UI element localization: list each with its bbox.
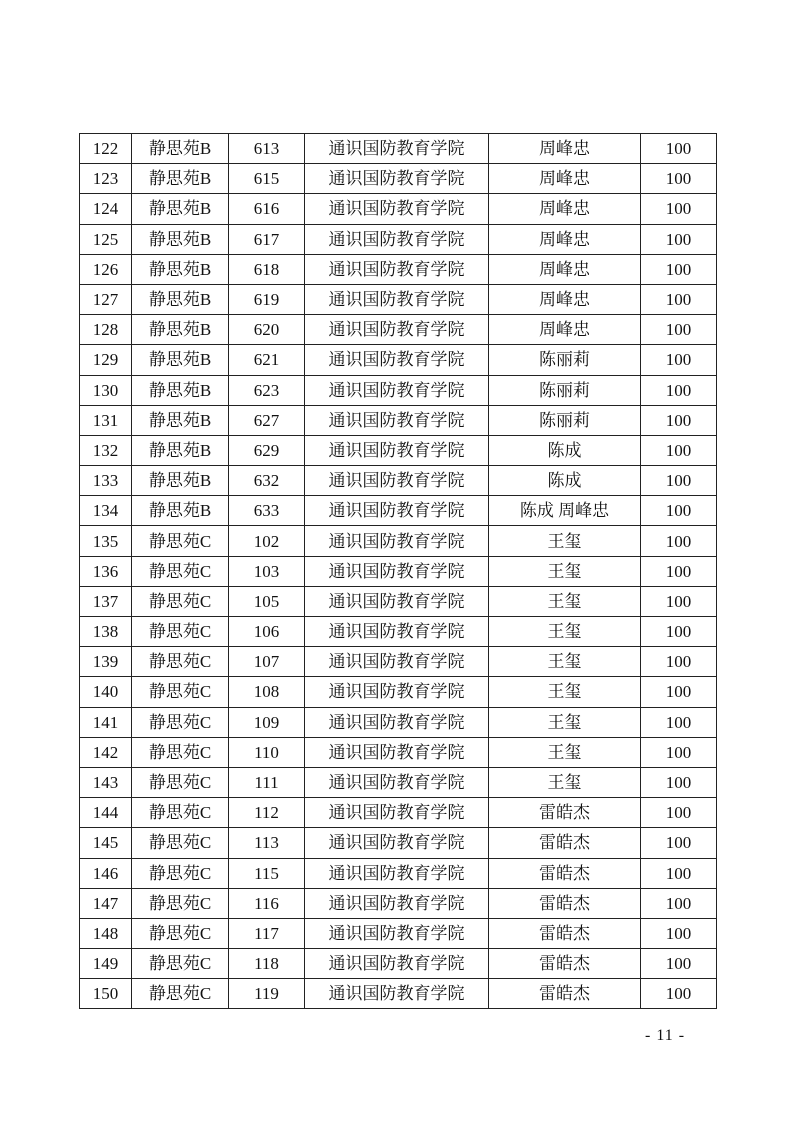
score-cell: 100 — [641, 888, 717, 918]
room-number-cell: 112 — [229, 798, 305, 828]
row-number-cell: 134 — [80, 496, 132, 526]
score-cell: 100 — [641, 707, 717, 737]
room-number-cell: 107 — [229, 647, 305, 677]
table-row — [80, 526, 717, 556]
score-cell: 100 — [641, 737, 717, 767]
staff-name-cell: 雷皓杰 — [489, 888, 641, 918]
score-cell: 100 — [641, 375, 717, 405]
building-cell: 静思苑B — [132, 315, 229, 345]
staff-name-cell: 陈成 周峰忠 — [489, 496, 641, 526]
score-cell: 100 — [641, 345, 717, 375]
staff-name-cell: 周峰忠 — [489, 254, 641, 284]
college-cell: 通识国防教育学院 — [305, 345, 489, 375]
building-cell: 静思苑C — [132, 828, 229, 858]
building-cell: 静思苑C — [132, 918, 229, 948]
room-number-cell: 105 — [229, 586, 305, 616]
building-cell: 静思苑C — [132, 767, 229, 797]
score-cell: 100 — [641, 858, 717, 888]
table-row — [80, 979, 717, 1009]
score-cell: 100 — [641, 798, 717, 828]
room-number-cell: 621 — [229, 345, 305, 375]
college-cell: 通识国防教育学院 — [305, 284, 489, 314]
staff-name-cell: 王玺 — [489, 586, 641, 616]
staff-name-cell: 雷皓杰 — [489, 949, 641, 979]
staff-name-cell: 陈丽莉 — [489, 345, 641, 375]
row-number-cell: 130 — [80, 375, 132, 405]
dormitory-inspection-table — [79, 133, 717, 1009]
staff-name-cell: 陈成 — [489, 435, 641, 465]
building-cell: 静思苑B — [132, 466, 229, 496]
building-cell: 静思苑B — [132, 375, 229, 405]
room-number-cell: 116 — [229, 888, 305, 918]
college-cell: 通识国防教育学院 — [305, 405, 489, 435]
room-number-cell: 615 — [229, 164, 305, 194]
room-number-cell: 110 — [229, 737, 305, 767]
score-cell: 100 — [641, 586, 717, 616]
score-cell: 100 — [641, 647, 717, 677]
building-cell: 静思苑C — [132, 858, 229, 888]
room-number-cell: 613 — [229, 134, 305, 164]
table-row — [80, 134, 717, 164]
staff-name-cell: 雷皓杰 — [489, 798, 641, 828]
college-cell: 通识国防教育学院 — [305, 737, 489, 767]
row-number-cell: 128 — [80, 315, 132, 345]
college-cell: 通识国防教育学院 — [305, 707, 489, 737]
staff-name-cell: 王玺 — [489, 677, 641, 707]
building-cell: 静思苑B — [132, 284, 229, 314]
room-number-cell: 115 — [229, 858, 305, 888]
building-cell: 静思苑C — [132, 647, 229, 677]
room-number-cell: 616 — [229, 194, 305, 224]
room-number-cell: 633 — [229, 496, 305, 526]
row-number-cell: 129 — [80, 345, 132, 375]
building-cell: 静思苑B — [132, 134, 229, 164]
row-number-cell: 126 — [80, 254, 132, 284]
college-cell: 通识国防教育学院 — [305, 918, 489, 948]
row-number-cell: 143 — [80, 767, 132, 797]
score-cell: 100 — [641, 767, 717, 797]
staff-name-cell: 陈丽莉 — [489, 405, 641, 435]
table-row — [80, 466, 717, 496]
room-number-cell: 629 — [229, 435, 305, 465]
room-number-cell: 119 — [229, 979, 305, 1009]
staff-name-cell: 王玺 — [489, 526, 641, 556]
score-cell: 100 — [641, 466, 717, 496]
row-number-cell: 141 — [80, 707, 132, 737]
table-row — [80, 767, 717, 797]
room-number-cell: 117 — [229, 918, 305, 948]
row-number-cell: 132 — [80, 435, 132, 465]
staff-name-cell: 周峰忠 — [489, 315, 641, 345]
room-number-cell: 111 — [229, 767, 305, 797]
staff-name-cell: 周峰忠 — [489, 134, 641, 164]
staff-name-cell: 雷皓杰 — [489, 828, 641, 858]
score-cell: 100 — [641, 134, 717, 164]
row-number-cell: 138 — [80, 617, 132, 647]
staff-name-cell: 雷皓杰 — [489, 918, 641, 948]
building-cell: 静思苑C — [132, 586, 229, 616]
staff-name-cell: 周峰忠 — [489, 194, 641, 224]
building-cell: 静思苑B — [132, 496, 229, 526]
staff-name-cell: 周峰忠 — [489, 164, 641, 194]
table-row — [80, 918, 717, 948]
row-number-cell: 122 — [80, 134, 132, 164]
room-number-cell: 623 — [229, 375, 305, 405]
room-number-cell: 113 — [229, 828, 305, 858]
staff-name-cell: 周峰忠 — [489, 284, 641, 314]
row-number-cell: 133 — [80, 466, 132, 496]
college-cell: 通识国防教育学院 — [305, 556, 489, 586]
staff-name-cell: 陈成 — [489, 466, 641, 496]
table-row — [80, 586, 717, 616]
college-cell: 通识国防教育学院 — [305, 164, 489, 194]
staff-name-cell: 王玺 — [489, 707, 641, 737]
table-row — [80, 737, 717, 767]
room-number-cell: 103 — [229, 556, 305, 586]
college-cell: 通识国防教育学院 — [305, 828, 489, 858]
college-cell: 通识国防教育学院 — [305, 254, 489, 284]
building-cell: 静思苑C — [132, 556, 229, 586]
row-number-cell: 148 — [80, 918, 132, 948]
score-cell: 100 — [641, 526, 717, 556]
college-cell: 通识国防教育学院 — [305, 677, 489, 707]
row-number-cell: 137 — [80, 586, 132, 616]
staff-name-cell: 雷皓杰 — [489, 979, 641, 1009]
table-row — [80, 496, 717, 526]
row-number-cell: 145 — [80, 828, 132, 858]
score-cell: 100 — [641, 979, 717, 1009]
row-number-cell: 131 — [80, 405, 132, 435]
room-number-cell: 620 — [229, 315, 305, 345]
building-cell: 静思苑B — [132, 254, 229, 284]
college-cell: 通识国防教育学院 — [305, 858, 489, 888]
table-row — [80, 707, 717, 737]
score-cell: 100 — [641, 496, 717, 526]
college-cell: 通识国防教育学院 — [305, 224, 489, 254]
college-cell: 通识国防教育学院 — [305, 647, 489, 677]
staff-name-cell: 王玺 — [489, 556, 641, 586]
row-number-cell: 125 — [80, 224, 132, 254]
row-number-cell: 150 — [80, 979, 132, 1009]
score-cell: 100 — [641, 828, 717, 858]
row-number-cell: 142 — [80, 737, 132, 767]
staff-name-cell: 周峰忠 — [489, 224, 641, 254]
building-cell: 静思苑C — [132, 677, 229, 707]
room-number-cell: 618 — [229, 254, 305, 284]
table-row — [80, 858, 717, 888]
score-cell: 100 — [641, 224, 717, 254]
table-row — [80, 405, 717, 435]
table-row — [80, 435, 717, 465]
score-cell: 100 — [641, 194, 717, 224]
score-cell: 100 — [641, 405, 717, 435]
table-row — [80, 284, 717, 314]
row-number-cell: 144 — [80, 798, 132, 828]
college-cell: 通识国防教育学院 — [305, 194, 489, 224]
college-cell: 通识国防教育学院 — [305, 375, 489, 405]
room-number-cell: 108 — [229, 677, 305, 707]
room-number-cell: 102 — [229, 526, 305, 556]
table-row — [80, 617, 717, 647]
score-cell: 100 — [641, 918, 717, 948]
room-number-cell: 627 — [229, 405, 305, 435]
row-number-cell: 149 — [80, 949, 132, 979]
building-cell: 静思苑C — [132, 707, 229, 737]
score-cell: 100 — [641, 677, 717, 707]
row-number-cell: 136 — [80, 556, 132, 586]
score-cell: 100 — [641, 254, 717, 284]
table-row — [80, 949, 717, 979]
building-cell: 静思苑B — [132, 345, 229, 375]
row-number-cell: 123 — [80, 164, 132, 194]
table-row — [80, 375, 717, 405]
score-cell: 100 — [641, 949, 717, 979]
table-row — [80, 254, 717, 284]
row-number-cell: 124 — [80, 194, 132, 224]
table-row — [80, 164, 717, 194]
table-row — [80, 224, 717, 254]
table-row — [80, 888, 717, 918]
building-cell: 静思苑C — [132, 888, 229, 918]
staff-name-cell: 雷皓杰 — [489, 858, 641, 888]
college-cell: 通识国防教育学院 — [305, 586, 489, 616]
staff-name-cell: 王玺 — [489, 767, 641, 797]
college-cell: 通识国防教育学院 — [305, 466, 489, 496]
college-cell: 通识国防教育学院 — [305, 767, 489, 797]
staff-name-cell: 陈丽莉 — [489, 375, 641, 405]
table-row — [80, 828, 717, 858]
score-cell: 100 — [641, 315, 717, 345]
college-cell: 通识国防教育学院 — [305, 888, 489, 918]
table-row — [80, 677, 717, 707]
score-cell: 100 — [641, 164, 717, 194]
college-cell: 通识国防教育学院 — [305, 798, 489, 828]
college-cell: 通识国防教育学院 — [305, 315, 489, 345]
building-cell: 静思苑C — [132, 526, 229, 556]
row-number-cell: 146 — [80, 858, 132, 888]
score-cell: 100 — [641, 556, 717, 586]
table-body — [80, 134, 717, 1009]
building-cell: 静思苑C — [132, 949, 229, 979]
building-cell: 静思苑C — [132, 737, 229, 767]
building-cell: 静思苑B — [132, 405, 229, 435]
room-number-cell: 118 — [229, 949, 305, 979]
row-number-cell: 127 — [80, 284, 132, 314]
row-number-cell: 140 — [80, 677, 132, 707]
score-cell: 100 — [641, 284, 717, 314]
staff-name-cell: 王玺 — [489, 737, 641, 767]
college-cell: 通识国防教育学院 — [305, 949, 489, 979]
building-cell: 静思苑B — [132, 224, 229, 254]
building-cell: 静思苑C — [132, 979, 229, 1009]
row-number-cell: 147 — [80, 888, 132, 918]
college-cell: 通识国防教育学院 — [305, 979, 489, 1009]
staff-name-cell: 王玺 — [489, 617, 641, 647]
room-number-cell: 619 — [229, 284, 305, 314]
college-cell: 通识国防教育学院 — [305, 526, 489, 556]
table-row — [80, 798, 717, 828]
building-cell: 静思苑B — [132, 194, 229, 224]
table-row — [80, 315, 717, 345]
building-cell: 静思苑B — [132, 164, 229, 194]
college-cell: 通识国防教育学院 — [305, 617, 489, 647]
college-cell: 通识国防教育学院 — [305, 435, 489, 465]
building-cell: 静思苑C — [132, 617, 229, 647]
table-row — [80, 556, 717, 586]
staff-name-cell: 王玺 — [489, 647, 641, 677]
building-cell: 静思苑B — [132, 435, 229, 465]
row-number-cell: 135 — [80, 526, 132, 556]
building-cell: 静思苑C — [132, 798, 229, 828]
score-cell: 100 — [641, 617, 717, 647]
page-number: - 11 - — [645, 1027, 686, 1044]
table-row — [80, 345, 717, 375]
room-number-cell: 109 — [229, 707, 305, 737]
table-row — [80, 194, 717, 224]
room-number-cell: 106 — [229, 617, 305, 647]
room-number-cell: 632 — [229, 466, 305, 496]
room-number-cell: 617 — [229, 224, 305, 254]
table-row — [80, 647, 717, 677]
college-cell: 通识国防教育学院 — [305, 496, 489, 526]
score-cell: 100 — [641, 435, 717, 465]
college-cell: 通识国防教育学院 — [305, 134, 489, 164]
row-number-cell: 139 — [80, 647, 132, 677]
